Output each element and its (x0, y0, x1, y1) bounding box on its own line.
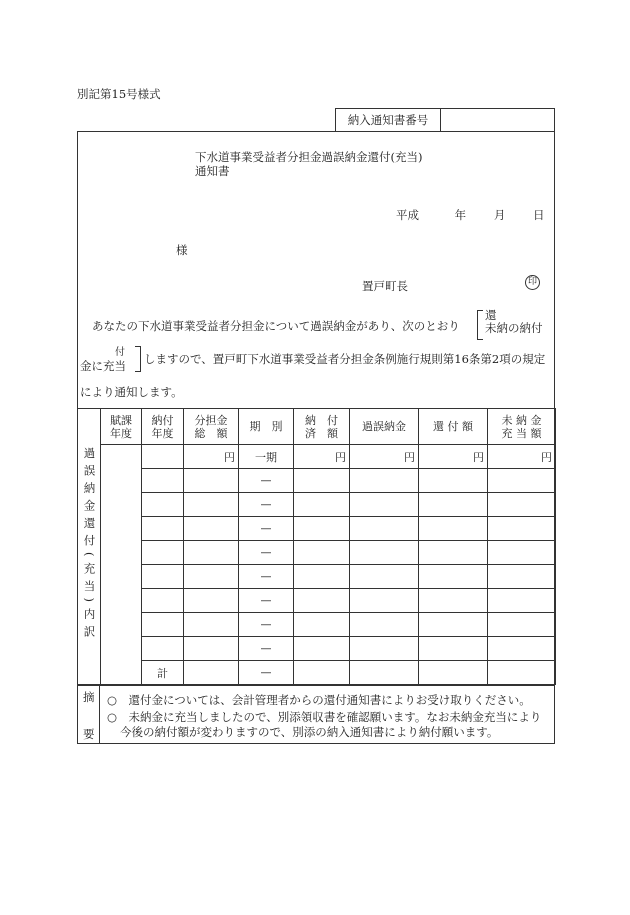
table-row (78, 541, 556, 565)
notice-number-field[interactable] (441, 109, 554, 131)
yen-unit: 円 (184, 445, 239, 469)
breakdown-side-label: 過誤納金還付(充当)内訳 (78, 409, 101, 685)
period-dash: — (239, 541, 294, 565)
notice-number-box (335, 108, 555, 131)
header-paid-amount: 納 付 済 額 (294, 409, 350, 445)
table-row (78, 517, 556, 541)
title-line-1: 下水道事業受益者分担金過誤納金還付(充当) (195, 150, 423, 164)
total-label: 計 (142, 661, 184, 685)
period-dash: — (239, 493, 294, 517)
period-dash: — (239, 661, 294, 685)
header-unpaid-allocation: 未 納 金 充 当 額 (488, 409, 556, 445)
header-overpayment: 過誤納金 (350, 409, 419, 445)
form-label: 別記第15号様式 (77, 87, 161, 101)
assessment-year-cell[interactable] (101, 445, 142, 685)
table-row (78, 493, 556, 517)
table-row (78, 469, 556, 493)
yen-unit: 円 (488, 445, 556, 469)
period-dash: — (239, 613, 294, 637)
date-era: 平成 (396, 208, 419, 222)
total-row (78, 661, 556, 685)
table-row (78, 565, 556, 589)
date-day: 日 (532, 208, 545, 222)
period-dash: — (239, 469, 294, 493)
option-fu: 付 (115, 347, 125, 358)
table-row (78, 589, 556, 613)
date-line (396, 207, 544, 223)
header-total-amount: 分担金 総 額 (184, 409, 239, 445)
issuer-name: 置戸町長 (362, 279, 408, 293)
body-line-2: しますので、置戸町下水道事業受益者分担金条例施行規則第16条第2項の規定 (144, 352, 546, 366)
header-refund-amount: 還 付 額 (419, 409, 488, 445)
table-row (78, 613, 556, 637)
yen-unit: 円 (419, 445, 488, 469)
yen-unit: 円 (350, 445, 419, 469)
period-first: 一期 (239, 445, 294, 469)
period-dash: — (239, 589, 294, 613)
remark-allocation-cont: 今後の納付額が変わりますので、別添の納入通知書により納付願います。 (120, 725, 499, 739)
header-period: 期 別 (239, 409, 294, 445)
option-bracket (477, 310, 483, 340)
period-dash: — (239, 565, 294, 589)
yen-unit: 円 (294, 445, 350, 469)
document-title (195, 150, 422, 178)
body-line-2-prefix: 金に充当 (80, 359, 126, 373)
table-row (78, 445, 556, 469)
body-line-1: あなたの下水道事業受益者分担金について過誤納金があり、次のとおり (92, 319, 460, 333)
date-month: 月 (493, 208, 506, 222)
title-line-2: 通知書 (195, 164, 230, 178)
option-unpaid: 未納の納付 (485, 321, 543, 335)
notice-number-label: 納入通知書番号 (336, 109, 441, 131)
date-year: 年 (454, 208, 467, 222)
header-assessment-year: 賦課 年度 (101, 409, 142, 445)
body-line-3: により通知します。 (80, 385, 183, 399)
table-row (78, 637, 556, 661)
remark-refund: ○ 還付金については、会計管理者からの還付通知書によりお受け取りください。 (107, 693, 531, 707)
remarks-label-top: 摘 (83, 690, 95, 704)
addressee-suffix: 様 (176, 243, 188, 257)
option-bracket-close (135, 346, 141, 372)
option-refund: 還 (485, 308, 497, 322)
breakdown-table (77, 408, 556, 685)
header-payment-year: 納付 年度 (142, 409, 184, 445)
remarks-label-bottom: 要 (83, 727, 95, 741)
period-dash: — (239, 517, 294, 541)
remark-allocation: ○ 未納金に充当しましたので、別添領収書を確認願います。なお未納金充当により (107, 710, 542, 724)
seal-mark: 印 (525, 275, 540, 290)
remarks-label (77, 686, 100, 744)
period-dash: — (239, 637, 294, 661)
